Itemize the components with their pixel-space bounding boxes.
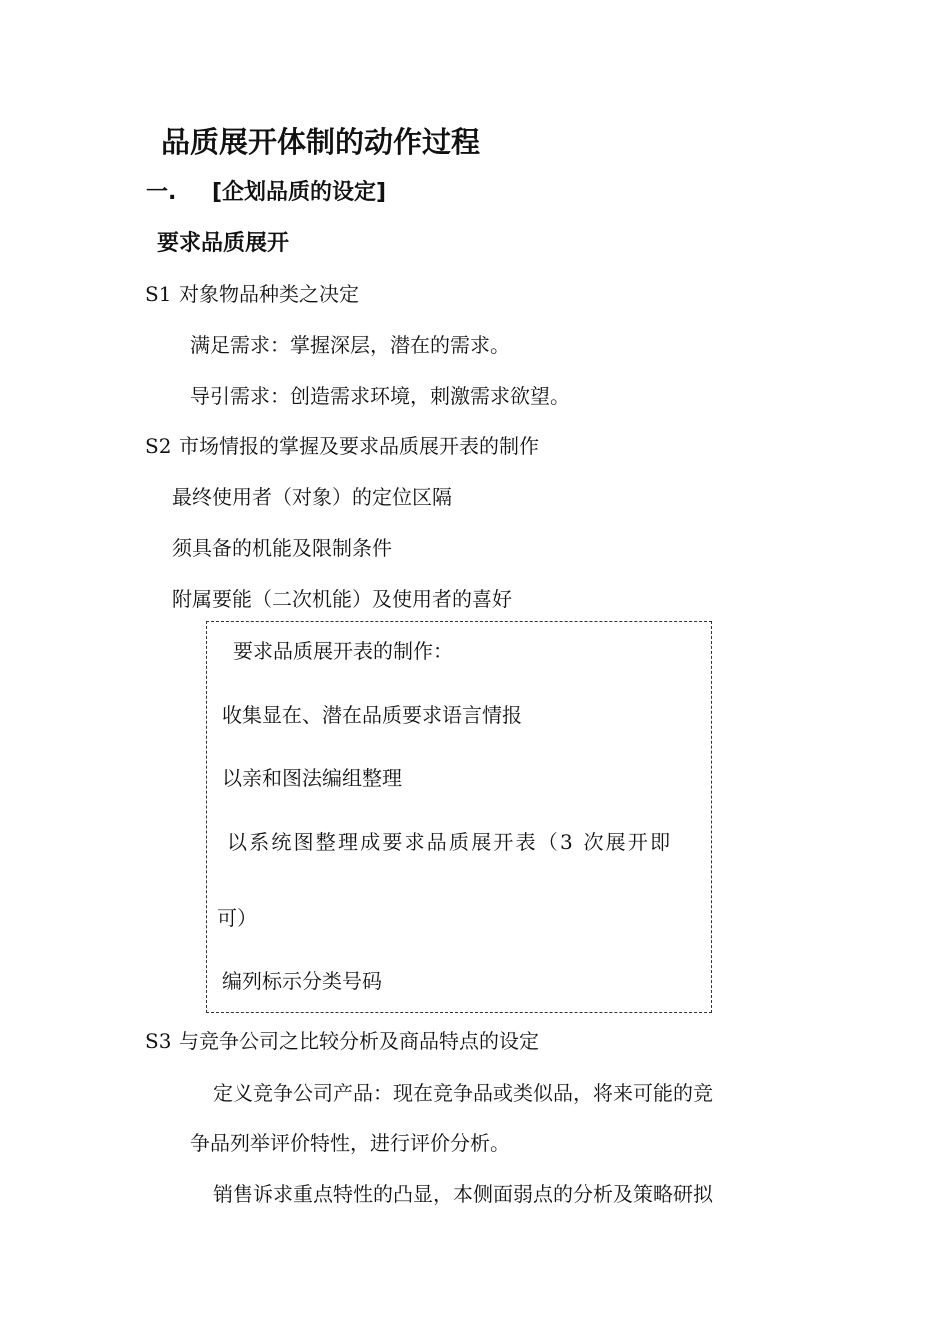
box-item-2: 以亲和图法编组整理 (222, 766, 402, 790)
s3-para-1-line-2: 争品列举评价特性，进行评价分析。 (190, 1131, 510, 1155)
box-item-3-line-2: 可） (217, 906, 257, 930)
s2-item-3: 附属要能（二次机能）及使用者的喜好 (172, 587, 512, 611)
section-heading (146, 179, 386, 207)
s2-item-2: 须具备的机能及限制条件 (172, 536, 392, 560)
section-title: [企划品质的设定] (212, 180, 387, 205)
step-s1 (145, 281, 359, 307)
box-heading: 要求品质展开表的制作： (233, 639, 453, 663)
step-s2-text: 市场情报的掌握及要求品质展开表的制作 (179, 434, 539, 458)
box-item-1: 收集显在、潜在品质要求语言情报 (222, 703, 522, 727)
step-s2-label: S2 (145, 434, 172, 458)
step-s3 (145, 1028, 539, 1054)
section-number: 一. (146, 180, 177, 205)
subsection-heading: 要求品质展开 (157, 231, 290, 256)
step-s1-text: 对象物品种类之决定 (179, 282, 359, 306)
step-s1-label: S1 (145, 282, 172, 306)
step-s3-text: 与竞争公司之比较分析及商品特点的设定 (179, 1029, 539, 1053)
page-title: 品质展开体制的动作过程 (161, 125, 481, 159)
s2-item-1: 最终使用者（对象）的定位区隔 (172, 485, 452, 509)
step-s2 (145, 433, 539, 459)
s1-item-1: 满足需求：掌握深层，潜在的需求。 (190, 333, 510, 357)
box-item-3-line-1: 以系统图整理成要求品质展开表（3 次展开即 (227, 830, 673, 854)
requirement-table-box (206, 621, 712, 1013)
s3-para-2-line-1: 销售诉求重点特性的凸显，本侧面弱点的分析及策略研拟 (213, 1182, 713, 1206)
step-s3-label: S3 (145, 1029, 172, 1053)
box-item-4: 编列标示分类号码 (222, 969, 382, 993)
s3-para-1-line-1: 定义竞争公司产品：现在竞争品或类似品，将来可能的竞 (213, 1081, 713, 1105)
s1-item-2: 导引需求：创造需求环境，刺激需求欲望。 (190, 384, 570, 408)
